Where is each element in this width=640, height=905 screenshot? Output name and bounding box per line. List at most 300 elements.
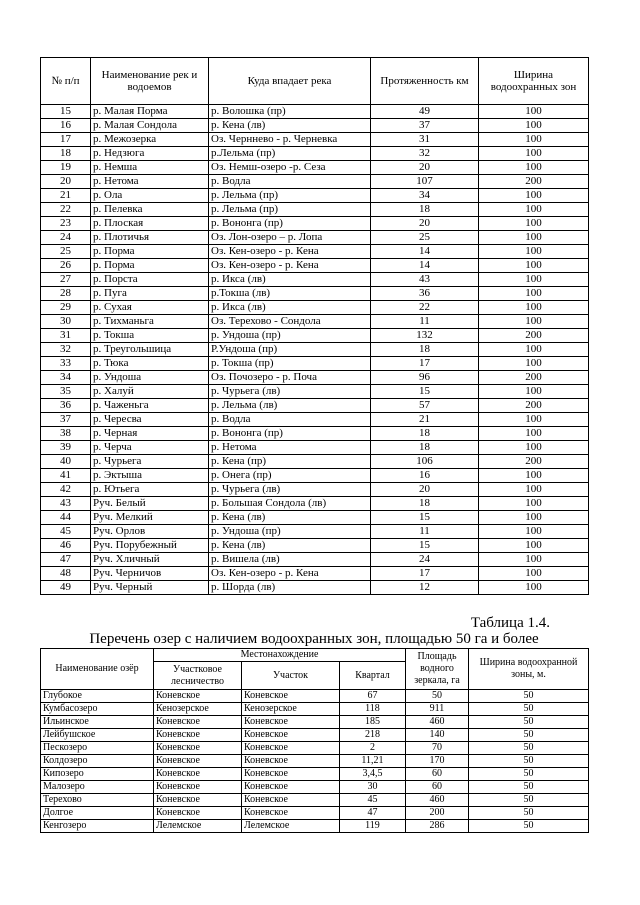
table-cell: 18 (371, 343, 479, 357)
table-cell: Оз. Кен-озеро - р. Кена (209, 245, 371, 259)
table-cell: р. Тюка (91, 357, 209, 371)
table-row (41, 273, 589, 287)
table-cell: 20 (41, 175, 91, 189)
table-cell: 57 (371, 399, 479, 413)
table-cell: Руч. Черный (91, 581, 209, 595)
table-row (41, 203, 589, 217)
header-forestry: Участковое лесничество (154, 662, 242, 690)
table-cell: р. Порста (91, 273, 209, 287)
table-cell: Коневское (242, 807, 340, 820)
table-cell: 100 (479, 217, 589, 231)
table-cell: 22 (41, 203, 91, 217)
table-cell: 36 (41, 399, 91, 413)
table-cell: 50 (469, 807, 589, 820)
header-plot: Участок (242, 662, 340, 690)
table-cell: 100 (479, 385, 589, 399)
table-cell: Кипозеро (41, 768, 154, 781)
table-row (41, 231, 589, 245)
table-row (41, 441, 589, 455)
table-cell: р. Малая Сондола (91, 119, 209, 133)
header-quarter: Квартал (340, 662, 406, 690)
table-cell: Глубокое (41, 690, 154, 703)
table-cell: 26 (41, 259, 91, 273)
table-cell: 34 (41, 371, 91, 385)
table-cell: р. Чурьега (91, 455, 209, 469)
table-cell: 100 (479, 161, 589, 175)
table-cell: р. Чурьега (лв) (209, 483, 371, 497)
table-cell: Терехово (41, 794, 154, 807)
table-cell: Коневское (242, 794, 340, 807)
table-cell: 24 (41, 231, 91, 245)
table-cell: 37 (371, 119, 479, 133)
table-row (41, 794, 589, 807)
table-cell: р. Водла (209, 413, 371, 427)
table-cell: Коневское (242, 690, 340, 703)
table-cell: р. Плотичья (91, 231, 209, 245)
table-cell: 17 (371, 567, 479, 581)
table-cell: 100 (479, 525, 589, 539)
table-cell: р. Немша (91, 161, 209, 175)
table-cell: 286 (406, 820, 469, 833)
table-cell: Коневское (154, 781, 242, 794)
table-cell: 50 (406, 690, 469, 703)
table-row (41, 781, 589, 794)
table-cell: 21 (41, 189, 91, 203)
table-cell: р. Плоская (91, 217, 209, 231)
table-cell: р. Икса (лв) (209, 301, 371, 315)
table-cell: 60 (406, 768, 469, 781)
table-cell: 100 (479, 105, 589, 119)
table-cell: р. Кена (лв) (209, 511, 371, 525)
table-cell: р. Нетома (91, 175, 209, 189)
table-cell: 100 (479, 511, 589, 525)
table-cell: 100 (479, 469, 589, 483)
table-cell: 50 (469, 729, 589, 742)
lakes-table-body (41, 690, 589, 833)
table-cell: 16 (41, 119, 91, 133)
table-cell: 36 (371, 287, 479, 301)
table-row (41, 567, 589, 581)
table-cell: Долгое (41, 807, 154, 820)
table-row (41, 175, 589, 189)
table-cell: р. Ундоша (91, 371, 209, 385)
table-cell: Коневское (154, 794, 242, 807)
table-cell: 100 (479, 259, 589, 273)
table-cell: 31 (41, 329, 91, 343)
table-cell: 21 (371, 413, 479, 427)
table-cell: 14 (371, 259, 479, 273)
table-cell: 34 (371, 189, 479, 203)
table-row (41, 147, 589, 161)
table-row (41, 133, 589, 147)
table-cell: 218 (340, 729, 406, 742)
table-cell: Ильинское (41, 716, 154, 729)
header-length: Протяженность км (371, 58, 479, 105)
table-cell: 11 (371, 315, 479, 329)
table-cell: р. Черча (91, 441, 209, 455)
table-cell: 42 (41, 483, 91, 497)
table-row (41, 483, 589, 497)
table-row (41, 729, 589, 742)
table-row (41, 357, 589, 371)
table-cell: р. Шорда (лв) (209, 581, 371, 595)
table-cell: 20 (371, 483, 479, 497)
table-row (41, 511, 589, 525)
table-cell: Лейбушское (41, 729, 154, 742)
table-cell: Руч. Хличный (91, 553, 209, 567)
table-cell: р. Порма (91, 259, 209, 273)
table-cell: 132 (371, 329, 479, 343)
table-cell: Кенозерское (154, 703, 242, 716)
table-cell: 50 (469, 768, 589, 781)
table-cell: Коневское (242, 781, 340, 794)
table-cell: 25 (41, 245, 91, 259)
table-cell: Руч. Черничов (91, 567, 209, 581)
table-cell: р. Волошка (пр) (209, 105, 371, 119)
table-cell: Оз. Терехово - Сондола (209, 315, 371, 329)
table-cell: 15 (371, 385, 479, 399)
table-row (41, 189, 589, 203)
table-cell: 19 (41, 161, 91, 175)
table-cell: 46 (41, 539, 91, 553)
table-cell: 119 (340, 820, 406, 833)
table-cell: 11 (371, 525, 479, 539)
table-cell: р. Сухая (91, 301, 209, 315)
table-cell: 100 (479, 133, 589, 147)
table-row (41, 469, 589, 483)
table-cell: 100 (479, 357, 589, 371)
table-cell: 460 (406, 794, 469, 807)
table-cell: 2 (340, 742, 406, 755)
table-cell: 49 (371, 105, 479, 119)
table-row (41, 807, 589, 820)
table-row (41, 820, 589, 833)
table-cell: 45 (41, 525, 91, 539)
table-cell: Лелемское (242, 820, 340, 833)
table-cell: Коневское (242, 768, 340, 781)
table-cell: р. Кена (лв) (209, 539, 371, 553)
table-cell: 67 (340, 690, 406, 703)
table-cell: 43 (41, 497, 91, 511)
table-cell: 3,4,5 (340, 768, 406, 781)
rivers-table-body (41, 105, 589, 595)
table-cell: р. Халуй (91, 385, 209, 399)
table-cell: 100 (479, 343, 589, 357)
table-cell: Руч. Мелкий (91, 511, 209, 525)
table-cell: 24 (371, 553, 479, 567)
table-row (41, 343, 589, 357)
table-cell: 100 (479, 567, 589, 581)
table-cell: 27 (41, 273, 91, 287)
header-mouth: Куда впадает река (209, 58, 371, 105)
table-cell: Оз. Кен-озеро - р. Кена (209, 567, 371, 581)
table-cell: Коневское (242, 716, 340, 729)
table-cell: р. Водла (209, 175, 371, 189)
table-cell: 100 (479, 427, 589, 441)
table-cell: 20 (371, 161, 479, 175)
table-cell: р. Нетома (209, 441, 371, 455)
table-cell: Оз. Лон-озеро – р. Лопа (209, 231, 371, 245)
table-cell: 100 (479, 539, 589, 553)
table-cell: 15 (371, 511, 479, 525)
table-row (41, 329, 589, 343)
table-cell: Оз. Немш-озеро -р. Сеза (209, 161, 371, 175)
table-cell: 12 (371, 581, 479, 595)
header-num: № п/п (41, 58, 91, 105)
table-cell: 50 (469, 794, 589, 807)
rivers-table (40, 57, 589, 595)
table-cell: Оз. Почозеро - р. Поча (209, 371, 371, 385)
table-cell: р. Тихманьга (91, 315, 209, 329)
table-title: Перечень озер с наличием водоохранных зон, площадью 50 га и более (89, 631, 539, 647)
table-cell: Коневское (242, 742, 340, 755)
table-cell: 30 (340, 781, 406, 794)
table-cell: Руч. Порубежный (91, 539, 209, 553)
header-width: Ширина водоохранных зон (479, 58, 589, 105)
table-cell: 100 (479, 553, 589, 567)
table-cell: 100 (479, 119, 589, 133)
table-row (41, 217, 589, 231)
table-cell: 32 (371, 147, 479, 161)
table-row (41, 245, 589, 259)
table-cell: р. Ундоша (пр) (209, 525, 371, 539)
table-cell: 118 (340, 703, 406, 716)
table-cell: Коневское (242, 729, 340, 742)
table-row (41, 742, 589, 755)
table-cell: 100 (479, 245, 589, 259)
table-cell: Коневское (154, 742, 242, 755)
table-cell: 18 (371, 203, 479, 217)
table-cell: 100 (479, 497, 589, 511)
table-cell: 33 (41, 357, 91, 371)
table-cell: 48 (41, 567, 91, 581)
table-row (41, 539, 589, 553)
table-cell: р. Порма (91, 245, 209, 259)
table-row (41, 768, 589, 781)
table-cell: р. Малая Порма (91, 105, 209, 119)
table-cell: р. Черная (91, 427, 209, 441)
table-cell: 100 (479, 189, 589, 203)
table-cell: Кумбасозеро (41, 703, 154, 716)
table-cell: 50 (469, 716, 589, 729)
table-cell: 100 (479, 441, 589, 455)
table-cell: р. Лельма (лв) (209, 399, 371, 413)
table-row (41, 413, 589, 427)
table-cell: 15 (41, 105, 91, 119)
table-cell: Коневское (154, 807, 242, 820)
table-cell: 18 (41, 147, 91, 161)
table-row (41, 259, 589, 273)
table-cell: 100 (479, 413, 589, 427)
table-cell: р. Лельма (пр) (209, 203, 371, 217)
table-cell: 11,21 (340, 755, 406, 768)
table-cell: 15 (371, 539, 479, 553)
table-cell: Коневское (154, 729, 242, 742)
table-cell: 200 (479, 329, 589, 343)
header-location: Местонахождение (154, 649, 406, 662)
table-cell: 47 (340, 807, 406, 820)
table-cell: р. Чересва (91, 413, 209, 427)
table-row (41, 703, 589, 716)
table-cell: 14 (371, 245, 479, 259)
table-cell: 47 (41, 553, 91, 567)
table-row (41, 399, 589, 413)
table-cell: р. Большая Сондола (лв) (209, 497, 371, 511)
table-cell: р. Пелевка (91, 203, 209, 217)
table-row (41, 581, 589, 595)
table-row (41, 385, 589, 399)
table-cell: 49 (41, 581, 91, 595)
table-cell: 100 (479, 581, 589, 595)
lakes-header-row-1 (41, 649, 589, 662)
table-cell: р. Онега (пр) (209, 469, 371, 483)
header-area: Площадь водного зеркала, га (406, 649, 469, 690)
table-cell: Коневское (154, 690, 242, 703)
table-row (41, 119, 589, 133)
table-cell: 30 (41, 315, 91, 329)
table-cell: р. Ундоша (пр) (209, 329, 371, 343)
table-cell: 100 (479, 147, 589, 161)
table-cell: 96 (371, 371, 479, 385)
table-cell: 100 (479, 273, 589, 287)
table-cell: 40 (41, 455, 91, 469)
table-cell: 16 (371, 469, 479, 483)
table-cell: р.Лельма (пр) (209, 147, 371, 161)
table-cell: 29 (41, 301, 91, 315)
table-cell: р. Вононга (пр) (209, 217, 371, 231)
table-cell: 100 (479, 483, 589, 497)
table-cell: 50 (469, 690, 589, 703)
table-cell: Коневское (242, 755, 340, 768)
table-cell: р. Вононга (пр) (209, 427, 371, 441)
table-cell: 106 (371, 455, 479, 469)
table-row (41, 455, 589, 469)
table-cell: р. Лельма (пр) (209, 189, 371, 203)
table-cell: 200 (406, 807, 469, 820)
table-row (41, 161, 589, 175)
table-cell: 22 (371, 301, 479, 315)
table-cell: 25 (371, 231, 479, 245)
table-cell: р. Кена (лв) (209, 119, 371, 133)
table-row (41, 315, 589, 329)
table-cell: 23 (41, 217, 91, 231)
table-cell: Р.Ундоша (пр) (209, 343, 371, 357)
table-cell: р. Ола (91, 189, 209, 203)
table-cell: 45 (340, 794, 406, 807)
table-cell: Оз. Черннево - р. Черневка (209, 133, 371, 147)
table-cell: Кенгозеро (41, 820, 154, 833)
table-cell: 38 (41, 427, 91, 441)
table-cell: р. Треугольшица (91, 343, 209, 357)
table-cell: 200 (479, 455, 589, 469)
table-cell: 44 (41, 511, 91, 525)
table-cell: р. Кена (пр) (209, 455, 371, 469)
table-cell: 18 (371, 441, 479, 455)
table-cell: 50 (469, 742, 589, 755)
table-cell: р. Токша (пр) (209, 357, 371, 371)
table-cell: 100 (479, 203, 589, 217)
table-cell: Коневское (154, 768, 242, 781)
table-cell: р. Межозерка (91, 133, 209, 147)
table-cell: 200 (479, 399, 589, 413)
table-row (41, 301, 589, 315)
table-cell: 100 (479, 287, 589, 301)
table-cell: 17 (371, 357, 479, 371)
table-cell: 140 (406, 729, 469, 742)
table-cell: 50 (469, 781, 589, 794)
table-cell: 41 (41, 469, 91, 483)
table-cell: 50 (469, 755, 589, 768)
table-row (41, 716, 589, 729)
table-caption: Таблица 1.4. (470, 615, 550, 631)
table-row (41, 525, 589, 539)
rivers-header-row (41, 58, 589, 105)
table-row (41, 105, 589, 119)
table-cell: р. Недзюга (91, 147, 209, 161)
table-cell: 200 (479, 371, 589, 385)
table-row (41, 497, 589, 511)
table-cell: 200 (479, 175, 589, 189)
header-lake-name: Наименование озёр (41, 649, 154, 690)
table-cell: Руч. Белый (91, 497, 209, 511)
table-cell: Пескозеро (41, 742, 154, 755)
table-row (41, 755, 589, 768)
table-cell: 460 (406, 716, 469, 729)
table-cell: 50 (469, 703, 589, 716)
table-row (41, 371, 589, 385)
table-cell: р. Икса (лв) (209, 273, 371, 287)
table-cell: 60 (406, 781, 469, 794)
table-cell: 100 (479, 301, 589, 315)
table-cell: 31 (371, 133, 479, 147)
table-cell: Кенозерское (242, 703, 340, 716)
table-cell: 43 (371, 273, 479, 287)
table-cell: Оз. Кен-озеро - р. Кена (209, 259, 371, 273)
table-row (41, 287, 589, 301)
table-cell: 170 (406, 755, 469, 768)
table-cell: р. Пуга (91, 287, 209, 301)
table-cell: р. Токша (91, 329, 209, 343)
table-cell: 18 (371, 497, 479, 511)
table-cell: 32 (41, 343, 91, 357)
table-cell: 100 (479, 231, 589, 245)
header-zone-width: Ширина водоохранной зоны, м. (469, 649, 589, 690)
table-row (41, 427, 589, 441)
table-cell: 37 (41, 413, 91, 427)
table-cell: 18 (371, 427, 479, 441)
table-row (41, 690, 589, 703)
table-row (41, 553, 589, 567)
table-cell: 50 (469, 820, 589, 833)
table-cell: 39 (41, 441, 91, 455)
table-cell: Коневское (154, 716, 242, 729)
table-cell: р. Ютьега (91, 483, 209, 497)
table-cell: 911 (406, 703, 469, 716)
table-cell: 107 (371, 175, 479, 189)
table-cell: 35 (41, 385, 91, 399)
table-cell: 70 (406, 742, 469, 755)
header-name: Наименование рек и водоемов (91, 58, 209, 105)
table-cell: 28 (41, 287, 91, 301)
table-cell: р. Чаженьга (91, 399, 209, 413)
table-cell: Малозеро (41, 781, 154, 794)
table-cell: Лелемское (154, 820, 242, 833)
table-cell: р. Чурьега (лв) (209, 385, 371, 399)
table-cell: Колдозеро (41, 755, 154, 768)
table-cell: Коневское (154, 755, 242, 768)
table-cell: 100 (479, 315, 589, 329)
lakes-table (40, 648, 589, 833)
